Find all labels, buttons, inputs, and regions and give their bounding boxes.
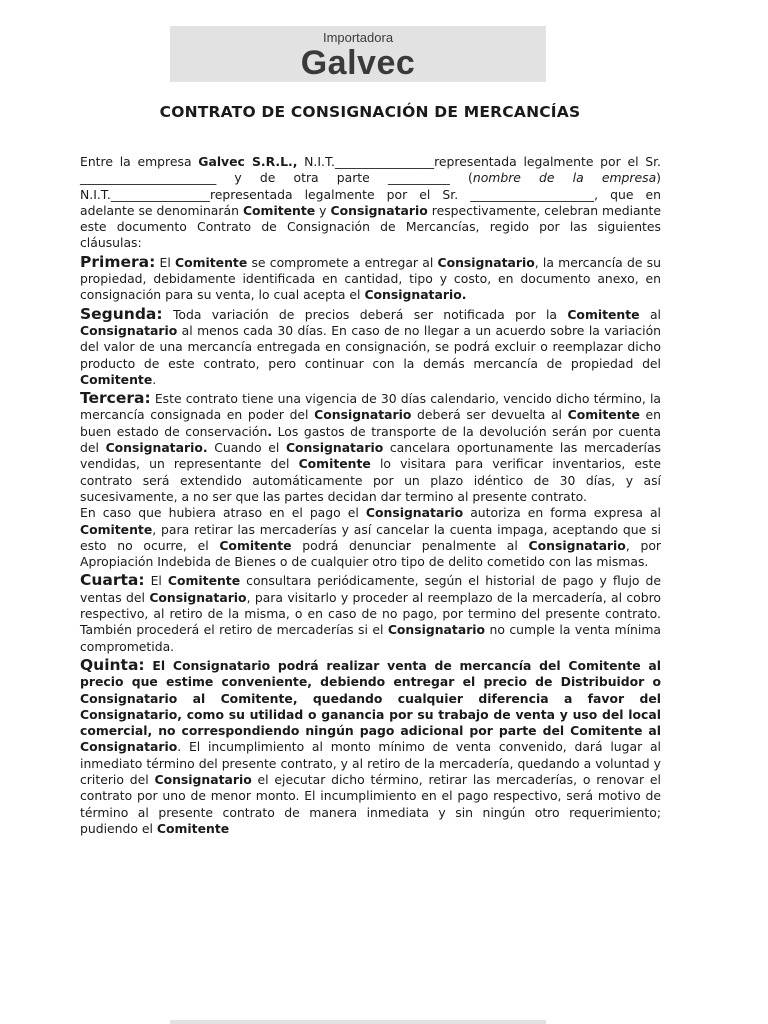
clause-heading: Quinta: bbox=[80, 655, 145, 674]
clause-heading: Primera: bbox=[80, 252, 156, 271]
logo-top-text: Importadora bbox=[322, 30, 394, 45]
clause-tercera-paragraph-2: En caso que hubiera atraso en el pago el Consignatario autoriza en forma expresa al Comitente, para retirar las mercaderías y así cancelar la cuenta impaga, aceptando que si esto no ocurre, el Comitente podrá denunciar penalmente al Consignatario, por Apropiación Indebida de Bienes o de cualquier otro tipo de delito cometido con las mismas. bbox=[80, 505, 661, 570]
logo-brand-text: Galvec bbox=[300, 44, 416, 82]
clause-heading: Cuarta: bbox=[80, 571, 145, 590]
clause-quinta: Quinta: El Consignatario podrá realizar venta de mercancía del Comitente al precio que estime conveniente, debiendo entregar el precio de Distribuidor o Consignatario al Comitente, quedando cualquier diferencia a favor del Consignatario, como su utilidad o ganancia por su trabajo de venta y uso del local comercial, no correspondiendo ningún pago adicional por parte del Comitente al Consignatario. El incumplimiento al monto mínimo de venta convenido, dará lugar al inmediato término del presente contrato, y al retiro de la mercadería, quedando a voluntad y criterio del Consignatario el ejecutar dicho término, retirar las mercaderías, o renovar el contrato por uno de menor monto. El incumplimiento en el pago respectivo, será motivo de término al presente contrato de manera inmediata y sin ningún otro requerimiento; pudiendo el Comitente bbox=[80, 655, 661, 836]
company-logo bbox=[170, 26, 546, 82]
clause-cuarta: Cuarta: El Comitente consultara periódicamente, según el historial de pago y flujo de ventas del Consignatario, para visitarlo y proceder al reemplazo de la mercadería, al cobro respectivo, al retiro de la misma, o en caso de no pago, por termino del presente contrato. También procederá el retiro de mercaderías si el Consignatario no cumple la venta mínima comprometida. bbox=[80, 571, 662, 654]
clause-tercera: Tercera: Este contrato tiene una vigencia de 30 días calendario, vencido dicho término, la mercancía consignada en poder del Consignatario deberá ser devuelta al Comitente en buen estado de conservación. Los gastos de transporte de la devolución serán por cuenta del Consignatario. Cuando el Consignatario cancelara oportunamente las mercaderías vendidas, un representante del Comitente lo visitara para verificar inventarios, este contrato será extendido automáticamente por un plazo idéntico de 30 días, y así sucesivamente, a no ser que las partes decidan dar termino al presente contrato. bbox=[80, 389, 662, 504]
clause-heading: Tercera: bbox=[80, 389, 151, 408]
clause-heading: Segunda: bbox=[80, 304, 163, 323]
clause-primera: Primera: El Comitente se compromete a entregar al Consignatario, la mercancía de su propiedad, debidamente identificada en cantidad, tipo y costo, en documento anexo, en consignación para su venta, lo cual acepta el Consignatario. bbox=[80, 252, 661, 303]
document-title: CONTRATO DE CONSIGNACIÓN DE MERCANCÍAS bbox=[159, 103, 581, 121]
clause-segunda: Segunda: Toda variación de precios deberá ser notificada por la Comitente al Consignatario al menos cada 30 días. En caso de no llegar a un acuerdo sobre la variación del valor de una mercancía entregada en consignación, se podrá excluir o reemplazar dicho producto de este contrato, pero continuar con la demás mercancía de propiedad del Comitente. bbox=[80, 304, 661, 387]
intro-paragraph: Entre la empresa Galvec S.R.L., N.I.T.________________representada legalmente por el Sr. ______________________ y de otra parte __________ (nombre de la empresa) N.I.T.________________representada legalmente por el Sr. ____________________, que en adelante se denominarán Comitente y Consignatario respectivamente, celebran mediante este documento Contrato de Consignación de Mercancías, regido por las siguientes cláusulas: bbox=[80, 154, 662, 251]
next-page-logo-edge bbox=[170, 1020, 546, 1024]
contract-body bbox=[80, 154, 661, 837]
